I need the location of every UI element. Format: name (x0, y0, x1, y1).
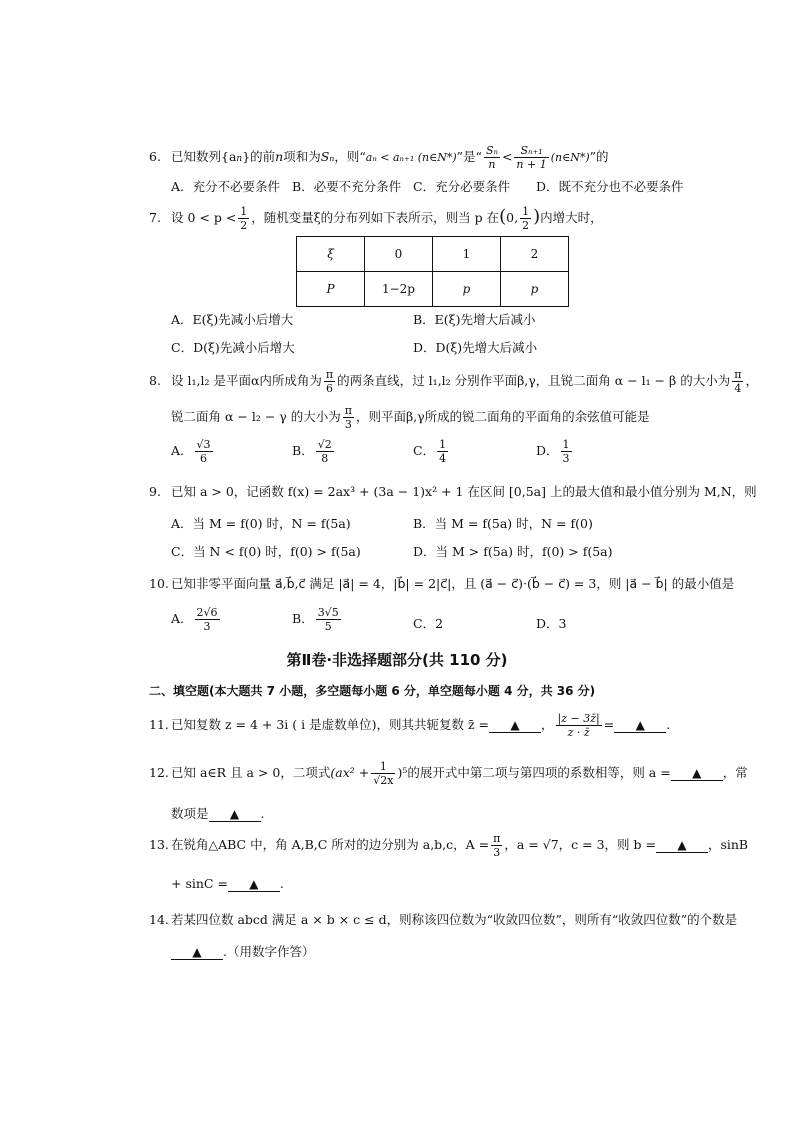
q7-option-b[interactable]: B．E(ξ)先增大后减小 (413, 312, 536, 327)
page-footer-cutoff (340, 980, 640, 988)
question-number: 10. (149, 576, 169, 591)
question-number: 11. (149, 717, 169, 732)
q8-line1-b: 的两条直线，过 l₁,l₂ 分别作平面β,γ，且锐二面角 α − l₁ − β 的大小为 (337, 373, 731, 388)
table-cell: 1−2p (365, 272, 433, 307)
q6-frac-2: $\frac{\text{Sₙ₊₁}}{n + 1}$ (516, 144, 547, 171)
q6-stem-d: ，则“ (334, 149, 366, 164)
question-13-line2: + sinC = ▲ . (171, 876, 284, 891)
q7-stem: ，随机变量ξ的分布列如下表所示，则当 p 在 (251, 210, 500, 225)
table-cell: ξ (297, 237, 365, 272)
answer-blank[interactable]: ▲ (614, 717, 666, 733)
table-cell: p (501, 272, 569, 307)
q6-var-sn: Sₙ (320, 149, 335, 164)
q6-lt: < (501, 149, 513, 164)
q7-option-a[interactable]: A．E(ξ)先减小后增大 (171, 312, 294, 327)
question-7: 7. 设 0 < p < $\frac{1}{2}$ ，随机变量ξ的分布列如下表所示，则当 p 在(0, $\frac{1}{2}$ )内增大时， (149, 205, 603, 232)
question-13: 13. 在锐角△ABC 中，角 A,B,C 所对的边分别为 a,b,c，A = $\frac{\pi}{3}$ ，a = √7，c = 3，则 b = ▲ ，sinB (149, 832, 749, 859)
q7-option-c[interactable]: C．D(ξ)先减小后增大 (171, 340, 295, 355)
question-8-line2: 锐二面角 α − l₂ − γ 的大小为 $\frac{\pi}{3}$ ，则平面β,γ所成的锐二面角的平面角的余弦值可能是 (171, 404, 650, 431)
q10-option-b[interactable]: B． $\frac{3√5}{5}$ (292, 606, 339, 633)
question-8: 8. 设 l₁,l₂ 是平面α内所成角为 $\frac{\pi}{6}$ 的两条直线，过 l₁,l₂ 分别作平面β,γ，且锐二面角 α − l₁ − β 的大小为 $\frac{\pi}{4}$ ， (149, 368, 758, 395)
table-cell: 0 (365, 237, 433, 272)
q9-option-c[interactable]: C．当 N < f(0) 时，f(0) > f(5a) (171, 544, 361, 559)
answer-blank[interactable]: ▲ (209, 806, 261, 822)
q6-cond2: (n∈N*) (550, 151, 590, 164)
q9-option-d[interactable]: D．当 M > f(5a) 时，f(0) > f(5a) (413, 544, 613, 559)
q6-stem-f: ”的 (589, 149, 609, 164)
q8-line2-a: 锐二面角 α − l₂ − γ 的大小为 (171, 409, 341, 424)
q6-stem-c: 项和为 (283, 149, 321, 164)
q10-option-c[interactable]: C．2 (413, 616, 444, 631)
question-number: 8. (149, 373, 161, 388)
question-number: 6. (149, 149, 161, 164)
answer-blank[interactable]: ▲ (489, 717, 541, 733)
q10-option-a[interactable]: A． $\frac{2√6}{3}$ (171, 606, 218, 633)
table-cell: p (433, 272, 501, 307)
table-row (297, 272, 569, 307)
q9-option-a[interactable]: A．当 M = f(0) 时，N = f(5a) (171, 516, 351, 531)
q8-line2-b: ，则平面β,γ所成的锐二面角的平面角的余弦值可能是 (355, 409, 650, 424)
question-number: 9. (149, 484, 161, 499)
question-12: 12. 已知 a∈R 且 a > 0，二项式(ax² + $\frac{1}{√2x}$ )⁵的展开式中第二项与第四项的系数相等，则 a = ▲ ，常 (149, 760, 748, 787)
table-row (297, 237, 569, 272)
q8-option-a[interactable]: A． $\frac{√3}{6}$ (171, 438, 211, 465)
q6-stem-a: 已知数列{a (171, 149, 237, 164)
q14-stem: 若某四位数 abcd 满足 a × b × c ≤ d，则称该四位数为“收敛四位数”，则所有“收敛四位数”的个数是 (171, 912, 738, 927)
q6-condition: aₙ < aₙ₊₁ (n∈N*) (365, 151, 457, 164)
question-14 (149, 910, 738, 928)
answer-blank[interactable]: ▲ (671, 765, 723, 781)
table-cell: P (297, 272, 365, 307)
question-number: 7. (149, 210, 161, 225)
q8-option-b[interactable]: B． $\frac{√2}{8}$ (292, 438, 332, 465)
q7-stem-start: 设 0 < p < (171, 210, 237, 225)
q6-option-c[interactable]: C．充分必要条件 (413, 179, 511, 194)
question-6: 6. 已知数列{an}的前n项和为Sₙ，则“aₙ < aₙ₊₁ (n∈N*)”是“ $\frac{\text{Sₙ}}{n}$ < $\frac{\text{Sₙ₊₁}}{n + 1}$ (n∈N*)”的 (149, 144, 609, 171)
question-10 (149, 574, 735, 592)
q6-option-d[interactable]: D．既不充分也不必要条件 (536, 179, 684, 194)
q6-var-n: n (275, 149, 284, 164)
answer-blank[interactable]: ▲ (656, 837, 708, 853)
answer-blank[interactable]: ▲ (171, 944, 223, 960)
q12-stem-b: 的展开式中第二项与第四项的系数相等，则 a = (407, 765, 671, 780)
q6-option-b[interactable]: B．必要不充分条件 (292, 179, 402, 194)
question-12-line2: 数项是 ▲ . (171, 806, 265, 821)
q6-stem-e: ”是“ (456, 149, 482, 164)
q8-line1-c: ， (745, 373, 758, 388)
q7-option-d[interactable]: D．D(ξ)先增大后减小 (413, 340, 538, 355)
question-number: 14. (149, 912, 169, 927)
q13-stem-a: 在锐角△ABC 中，角 A,B,C 所对的边分别为 a,b,c，A = (171, 837, 490, 852)
distribution-table (296, 236, 569, 307)
table-cell: 2 (501, 237, 569, 272)
q9-stem: 已知 a > 0，记函数 f(x) = 2ax³ + (3a − 1)x² + 1 在区间 [0,5a] 上的最大值和最小值分别为 M,N，则 (171, 484, 757, 499)
q6-stem-b: }的前 (242, 149, 276, 164)
q6-option-a[interactable]: A．充分不必要条件 (171, 179, 281, 194)
section-title: 第Ⅱ卷·非选择题部分(共 110 分) (286, 651, 508, 669)
table-cell: 1 (433, 237, 501, 272)
question-14-line2: ▲ .（用数字作答） (171, 942, 731, 960)
answer-blank[interactable]: ▲ (228, 876, 280, 892)
question-11: 11. 已知复数 z = 4 + 3i ( i 是虚数单位)，则其共轭复数 z̄ = ▲ ， $\frac{|z - 3z̄|}{z \cdot z̄}$ = ▲ . (149, 712, 671, 739)
q8-option-d[interactable]: D． $\frac{1}{3}$ (536, 438, 570, 465)
q7-frac-half-2: $\frac{1}{2}$ (522, 205, 530, 232)
q10-option-d[interactable]: D．3 (536, 616, 567, 631)
q12-stem-a: 已知 a∈R 且 a > 0，二项式 (171, 765, 331, 780)
question-number: 13. (149, 837, 169, 852)
q6-frac-1: $\frac{\text{Sₙ}}{n}$ (485, 144, 498, 171)
q9-option-b[interactable]: B．当 M = f(5a) 时，N = f(0) (413, 516, 593, 531)
q8-line1-a: 设 l₁,l₂ 是平面α内所成角为 (171, 373, 322, 388)
fill-in-heading: 二、填空题(本大题共 7 小题，多空题每小题 6 分，单空题每小题 4 分，共 36 分) (149, 684, 596, 698)
q11-stem-a: 已知复数 z = 4 + 3i ( i 是虚数单位)，则其共轭复数 z̄ = (171, 717, 489, 732)
question-number: 12. (149, 765, 169, 780)
q10-stem: 已知非零平面向量 a⃗,b⃗,c⃗ 满足 |a⃗| = 4，|b⃗| = 2|c⃗|，且 (a⃗ − c⃗)·(b⃗ − c⃗) = 3，则 |a⃗ − b⃗| 的最小值是 (171, 576, 735, 591)
q8-option-c[interactable]: C． $\frac{1}{4}$ (413, 438, 447, 465)
q11-frac: $\frac{|z - 3z̄|}{z \cdot z̄}$ (557, 712, 600, 739)
q7-frac-half: $\frac{1}{2}$ (240, 205, 248, 232)
q7-stem-end: 内增大时， (540, 210, 603, 225)
question-9 (149, 482, 757, 500)
